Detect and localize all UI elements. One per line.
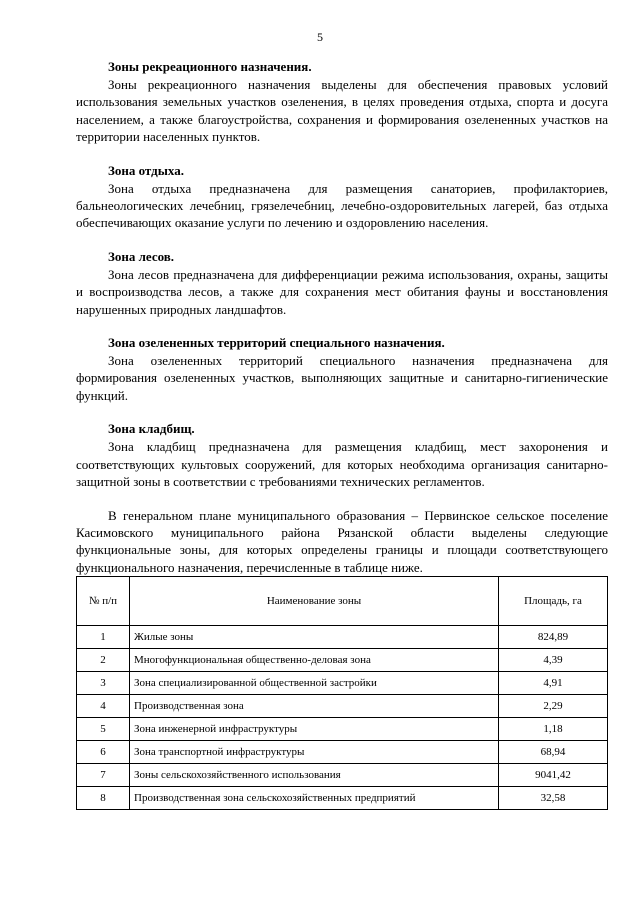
row-name: Многофункциональная общественно-деловая зона — [130, 649, 499, 672]
section-heading: Зона кладбищ. — [108, 421, 195, 437]
header-area: Площадь, га — [499, 577, 608, 626]
document-body — [76, 58, 608, 810]
row-num: 7 — [77, 764, 130, 787]
row-num: 3 — [77, 672, 130, 695]
section-text: Зона кладбищ предназначена для размещения кладбищ, мест захоронения и соответствующих культовых сооружений, для которых необходима организация санитарно-защитной зоны в соответствии с требованиями технических регламентов. — [76, 439, 608, 490]
table-row — [77, 649, 608, 672]
table-row — [77, 718, 608, 741]
row-num: 5 — [77, 718, 130, 741]
section-forest — [76, 248, 608, 318]
zones-table — [76, 576, 608, 810]
section-text: Зона озелененных территорий специального назначения предназначена для формирования озелененных участков, выполняющих защитные и санитарно-гигиенические функций. — [76, 353, 608, 403]
row-area: 1,18 — [499, 718, 608, 741]
table-row — [77, 672, 608, 695]
row-area: 4,91 — [499, 672, 608, 695]
header-num: № п/п — [77, 577, 130, 626]
row-name: Зона инженерной инфраструктуры — [130, 718, 499, 741]
section-heading: Зона озелененных территорий специального назначения. — [108, 335, 445, 351]
row-num: 4 — [77, 695, 130, 718]
row-num: 6 — [77, 741, 130, 764]
row-name: Производственная зона сельскохозяйственных предприятий — [130, 787, 499, 810]
row-area: 2,29 — [499, 695, 608, 718]
section-heading: Зона отдыха. — [108, 162, 184, 178]
row-num: 1 — [77, 626, 130, 649]
section-cemetery — [76, 420, 608, 490]
section-heading: Зона лесов. — [108, 248, 175, 264]
section-recreation — [76, 58, 608, 146]
row-area: 824,89 — [499, 626, 608, 649]
table-row — [77, 741, 608, 764]
section-heading: Зоны рекреационного назначения. — [108, 59, 312, 74]
section-green-special — [76, 334, 608, 404]
row-name: Зона транспортной инфраструктуры — [130, 741, 499, 764]
section-text: Зона лесов предназначена для дифференциации режима использования, охраны, защиты и воспроизводства лесов, а также для сохранения мест обитания фауны и восстановления нарушенных природных ландшафтов. — [76, 266, 608, 317]
section-text: Зона отдыха предназначена для размещения санаториев, профилакториев, бальнеологических лечебниц, грязелечебниц, лечебно-оздоровительных лагерей, баз отдыха обеспечивающих оказание услуги по лечению и оздоровлению населения. — [76, 180, 608, 231]
row-area: 68,94 — [499, 741, 608, 764]
row-name: Зона специализированной общественной застройки — [130, 672, 499, 695]
table-header-row — [77, 577, 608, 626]
row-name: Зоны сельскохозяйственного использования — [130, 764, 499, 787]
table-row — [77, 626, 608, 649]
row-num: 8 — [77, 787, 130, 810]
row-area: 32,58 — [499, 787, 608, 810]
row-num: 2 — [77, 649, 130, 672]
section-rest — [76, 162, 608, 232]
row-name: Жилые зоны — [130, 626, 499, 649]
table-row — [77, 695, 608, 718]
section-text: Зоны рекреационного назначения выделены для обеспечения правовых условий использования земельных участков озеленения, в целях проведения отдыха, спорта и досуга населением, а также благоустройства, сохранения и формирования озелененных участков на территории населенных пунктов. — [76, 77, 608, 145]
header-name: Наименование зоны — [130, 577, 499, 626]
table-row — [77, 787, 608, 810]
row-area: 9041,42 — [499, 764, 608, 787]
page-number: 5 — [317, 30, 323, 44]
table-row — [77, 764, 608, 787]
row-area: 4,39 — [499, 649, 608, 672]
intro-paragraph: В генеральном плане муниципального образования – Первинское сельское поселение Касимовского муниципального района Рязанской области выделены следующие функциональные зоны, для которых определены границы и площади соответствующего функционального назначения, перечисленные в таблице ниже. — [76, 507, 608, 575]
row-name: Производственная зона — [130, 695, 499, 718]
